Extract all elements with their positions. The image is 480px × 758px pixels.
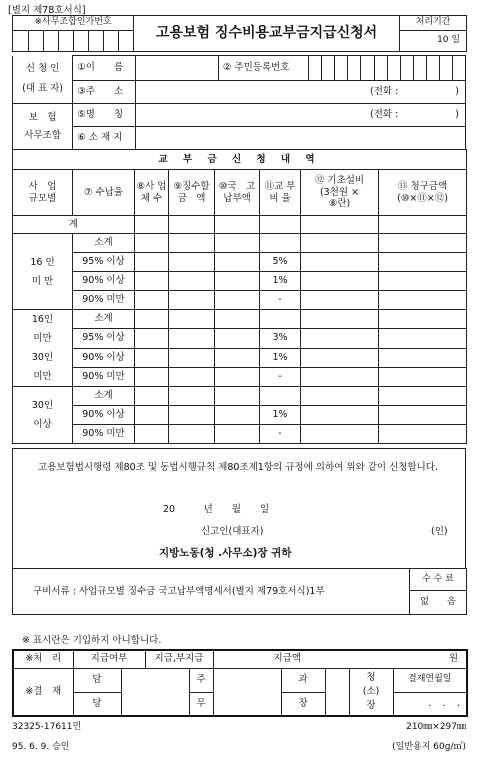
col-header-rate: ⑦ 수납율	[73, 170, 135, 216]
detail-row	[13, 406, 467, 425]
ratio-value: -	[260, 425, 301, 444]
detail-row	[13, 425, 467, 444]
amount-cell[interactable]	[169, 253, 215, 272]
amount-cell[interactable]	[135, 387, 169, 406]
name-field[interactable]	[135, 56, 218, 81]
detail-row	[13, 367, 467, 386]
amount-cell[interactable]	[215, 367, 260, 386]
office-name-field[interactable]	[135, 104, 465, 127]
amount-cell[interactable]	[215, 291, 260, 310]
amount-cell[interactable]	[169, 329, 215, 348]
permit-digit[interactable]	[44, 31, 59, 52]
col-header-count: ⑧사 업 체 수	[135, 170, 169, 216]
seal-mark: (인)	[431, 526, 448, 537]
amount-cell[interactable]	[379, 272, 467, 291]
attachments-text: 구비서류 : 사업규모별 징수금 국고납부액명세서(별지 제79호서식)1부	[13, 569, 410, 615]
amount-cell[interactable]	[169, 348, 215, 367]
permit-digit[interactable]	[104, 31, 119, 52]
ratio-value: -	[260, 367, 301, 386]
amount-cell[interactable]	[215, 348, 260, 367]
resident-digit[interactable]	[400, 56, 413, 81]
amount-cell[interactable]	[301, 348, 379, 367]
amount-cell[interactable]	[301, 291, 379, 310]
amount-cell[interactable]	[301, 272, 379, 291]
amount-cell[interactable]	[301, 387, 379, 406]
rate-label: 소계	[73, 387, 135, 406]
detail-row	[13, 329, 467, 348]
rate-label: 소계	[73, 310, 135, 329]
amount-cell[interactable]	[301, 253, 379, 272]
rate-label: 95% 이상	[73, 329, 135, 348]
resident-digit[interactable]	[387, 56, 400, 81]
size-group-label: 16인 미만 30인 미만	[13, 310, 73, 387]
ratio-value: 1%	[260, 406, 301, 425]
total-cell[interactable]	[379, 216, 467, 234]
approval-table	[12, 649, 468, 717]
amount-cell[interactable]	[169, 367, 215, 386]
sign-box[interactable]	[121, 668, 189, 716]
office-label-1: 보 험	[28, 111, 57, 123]
resident-no-label: ② 주민등록번호	[218, 56, 308, 81]
amount-cell[interactable]	[379, 387, 467, 406]
detail-row	[13, 291, 467, 310]
amount-cell[interactable]	[215, 406, 260, 425]
rate-label: 90% 미만	[73, 367, 135, 386]
permit-digit[interactable]	[119, 31, 134, 52]
amount-cell[interactable]	[135, 234, 169, 253]
role-bottom: 장	[281, 692, 325, 716]
ratio-value: 5%	[260, 253, 301, 272]
rate-label: 90% 이상	[73, 348, 135, 367]
ratio-value: 1%	[260, 348, 301, 367]
total-cell[interactable]	[215, 216, 260, 234]
size-group-label: 16 인 미 만	[13, 234, 73, 310]
amount-cell[interactable]	[215, 329, 260, 348]
declaration-applicant-label: 신고인(대표자)	[201, 526, 264, 537]
applicant-phone-label: (전화 : )	[370, 86, 459, 98]
detail-row	[13, 387, 467, 406]
fee-label: 수 수 료	[410, 569, 467, 591]
size-group-label: 30인 이상	[13, 387, 73, 444]
amount-cell[interactable]	[379, 329, 467, 348]
amount-cell[interactable]	[215, 272, 260, 291]
office-location-field[interactable]	[135, 127, 465, 150]
col-header-size: 사 업 규모별	[13, 170, 73, 216]
declaration-statement: 고용보험법시행령 제80조 및 동법시행규칙 제80조제1항의 규정에 의하여 위와 같이 신청합니다.	[19, 462, 438, 473]
amount-cell[interactable]	[215, 253, 260, 272]
ratio-value	[260, 387, 301, 406]
rate-label: 소계	[73, 234, 135, 253]
permit-digit[interactable]	[29, 31, 44, 52]
col-header-claim: ⑬ 청구금액 (⑩×⑪×⑫)	[379, 170, 467, 216]
amount-cell[interactable]	[169, 272, 215, 291]
permit-digit[interactable]	[74, 31, 89, 52]
sign-box[interactable]	[213, 668, 281, 716]
approval-date-label: 결재연월일	[393, 668, 467, 692]
processing-col1: 지급여부	[73, 650, 145, 668]
role-top: 청	[366, 671, 376, 683]
permit-no-label: ※사무조합인가번호	[13, 16, 134, 31]
addressee: 지방노동(청 .사무소)장 귀하	[159, 547, 292, 559]
amount-cell[interactable]	[379, 310, 467, 329]
rate-label: 95% 이상	[73, 253, 135, 272]
amount-cell[interactable]	[215, 234, 260, 253]
amount-cell[interactable]	[169, 406, 215, 425]
attachments-table	[12, 568, 467, 615]
amount-cell[interactable]	[379, 406, 467, 425]
period-value: 10 일	[400, 31, 467, 52]
amount-cell[interactable]	[379, 425, 467, 444]
processing-amount	[213, 650, 467, 668]
resident-digit[interactable]	[426, 56, 439, 81]
footer-paper-size: 210㎜×297㎜	[406, 722, 466, 732]
footer-code: 32325-17611민	[12, 722, 82, 732]
amount-cell[interactable]	[301, 406, 379, 425]
role-top: 주	[189, 668, 213, 692]
resident-digit[interactable]	[348, 56, 361, 81]
amount-cell[interactable]	[135, 406, 169, 425]
amount-cell[interactable]	[169, 310, 215, 329]
ratio-value: 3%	[260, 329, 301, 348]
note-text: ※ 표시란은 기입하지 아니합니다.	[22, 635, 162, 646]
permit-digit[interactable]	[89, 31, 104, 52]
amount-cell[interactable]	[379, 234, 467, 253]
processing-col2[interactable]: 지급,부지급	[145, 650, 213, 668]
footer-approval: 95. 6. 9. 승인	[12, 742, 70, 752]
address-label: ③주 소	[73, 81, 135, 104]
footer-paper-type: (일반용지 60g/㎡)	[392, 742, 466, 752]
approval-date-value[interactable]: ． ． .	[393, 692, 467, 716]
sign-box[interactable]	[325, 668, 349, 716]
name-label: ①이 름	[73, 56, 135, 81]
col-header-facility: ⑫ 기초설비 (3천원 × ⑧란)	[301, 170, 379, 216]
details-section-title: 교 부 금 신 청 내 역	[13, 150, 467, 170]
total-label: 계	[13, 216, 135, 234]
resident-digit[interactable]	[335, 56, 348, 81]
permit-digit[interactable]	[59, 31, 74, 52]
applicant-label-1: 신 청 인	[25, 63, 60, 75]
header-table	[12, 15, 467, 52]
detail-row	[13, 348, 467, 367]
amount-cell[interactable]	[379, 348, 467, 367]
rate-label: 90% 이상	[73, 406, 135, 425]
amount-cell[interactable]	[301, 329, 379, 348]
ratio-value: 1%	[260, 272, 301, 291]
ratio-value	[260, 234, 301, 253]
total-cell[interactable]	[135, 216, 169, 234]
role-top: 담	[73, 668, 121, 692]
amount-cell[interactable]	[301, 234, 379, 253]
office-name-label: ⑤명 칭	[73, 104, 135, 127]
amount-cell[interactable]	[135, 291, 169, 310]
role-middle: (소)	[362, 685, 380, 697]
details-table	[12, 149, 467, 444]
ratio-value: -	[260, 291, 301, 310]
amount-cell[interactable]	[169, 234, 215, 253]
resident-digit[interactable]	[322, 56, 335, 81]
amount-cell[interactable]	[169, 387, 215, 406]
office-phone-label: (전화 : )	[370, 109, 459, 121]
amount-cell[interactable]	[379, 291, 467, 310]
office-location-label: ⑥ 소 재 지	[73, 127, 135, 150]
declaration-date: 20 년 월 일	[163, 504, 270, 515]
applicant-label-2: (대 표 자)	[22, 83, 64, 95]
detail-row	[13, 253, 467, 272]
col-header-national: ⑩국 고 납부액	[215, 170, 260, 216]
role-bottom: 당	[73, 692, 121, 716]
approval-label: ※결 재	[13, 668, 73, 716]
amount-cell[interactable]	[379, 367, 467, 386]
resident-digit[interactable]	[309, 56, 322, 81]
amount-cell[interactable]	[301, 367, 379, 386]
amount-cell[interactable]	[135, 310, 169, 329]
amount-cell[interactable]	[135, 272, 169, 291]
total-cell[interactable]	[169, 216, 215, 234]
applicant-address-field[interactable]	[135, 81, 465, 104]
rate-label: 90% 이상	[73, 272, 135, 291]
form-code: [별지 제78호서식]	[8, 5, 86, 16]
resident-digit[interactable]	[452, 56, 465, 81]
amount-cell[interactable]	[301, 310, 379, 329]
rate-label: 90% 미만	[73, 425, 135, 444]
office-label-2: 사무조합	[24, 129, 61, 141]
role-bottom: 무	[189, 692, 213, 716]
processing-unit: 원	[448, 653, 459, 664]
resident-digit[interactable]	[439, 56, 452, 81]
amount-cell[interactable]	[169, 291, 215, 310]
applicant-table	[12, 55, 466, 150]
detail-row	[13, 310, 467, 329]
amount-cell[interactable]	[135, 329, 169, 348]
amount-cell[interactable]	[215, 387, 260, 406]
form-title: 고용보험 징수비용교부금지급신청서	[134, 16, 400, 52]
col-header-collect: ⑨징수할 금 액	[169, 170, 215, 216]
resident-digit[interactable]	[361, 56, 374, 81]
col-header-ratio: ⑪교 부 비 율	[260, 170, 301, 216]
amount-cell[interactable]	[135, 253, 169, 272]
total-cell[interactable]	[301, 216, 379, 234]
amount-cell[interactable]	[169, 425, 215, 444]
amount-cell[interactable]	[135, 367, 169, 386]
amount-cell[interactable]	[215, 310, 260, 329]
amount-cell[interactable]	[379, 253, 467, 272]
amount-cell[interactable]	[215, 425, 260, 444]
amount-cell[interactable]	[135, 425, 169, 444]
rate-label: 90% 미만	[73, 291, 135, 310]
amount-cell[interactable]	[135, 348, 169, 367]
processing-label: ※처 리	[13, 650, 73, 668]
permit-digit[interactable]	[13, 31, 29, 52]
fee-value: 없 음	[410, 591, 467, 615]
role-top: 과	[281, 668, 325, 692]
role-bottom: 장	[366, 699, 376, 711]
ratio-value	[260, 310, 301, 329]
amount-cell[interactable]	[301, 425, 379, 444]
processing-col3: 지급액	[273, 653, 302, 665]
resident-digit[interactable]	[374, 56, 387, 81]
detail-row	[13, 272, 467, 291]
resident-digit[interactable]	[413, 56, 426, 81]
detail-row	[13, 234, 467, 253]
declaration-box	[12, 448, 466, 569]
period-label: 처리기간	[400, 16, 467, 31]
total-cell[interactable]	[260, 216, 301, 234]
